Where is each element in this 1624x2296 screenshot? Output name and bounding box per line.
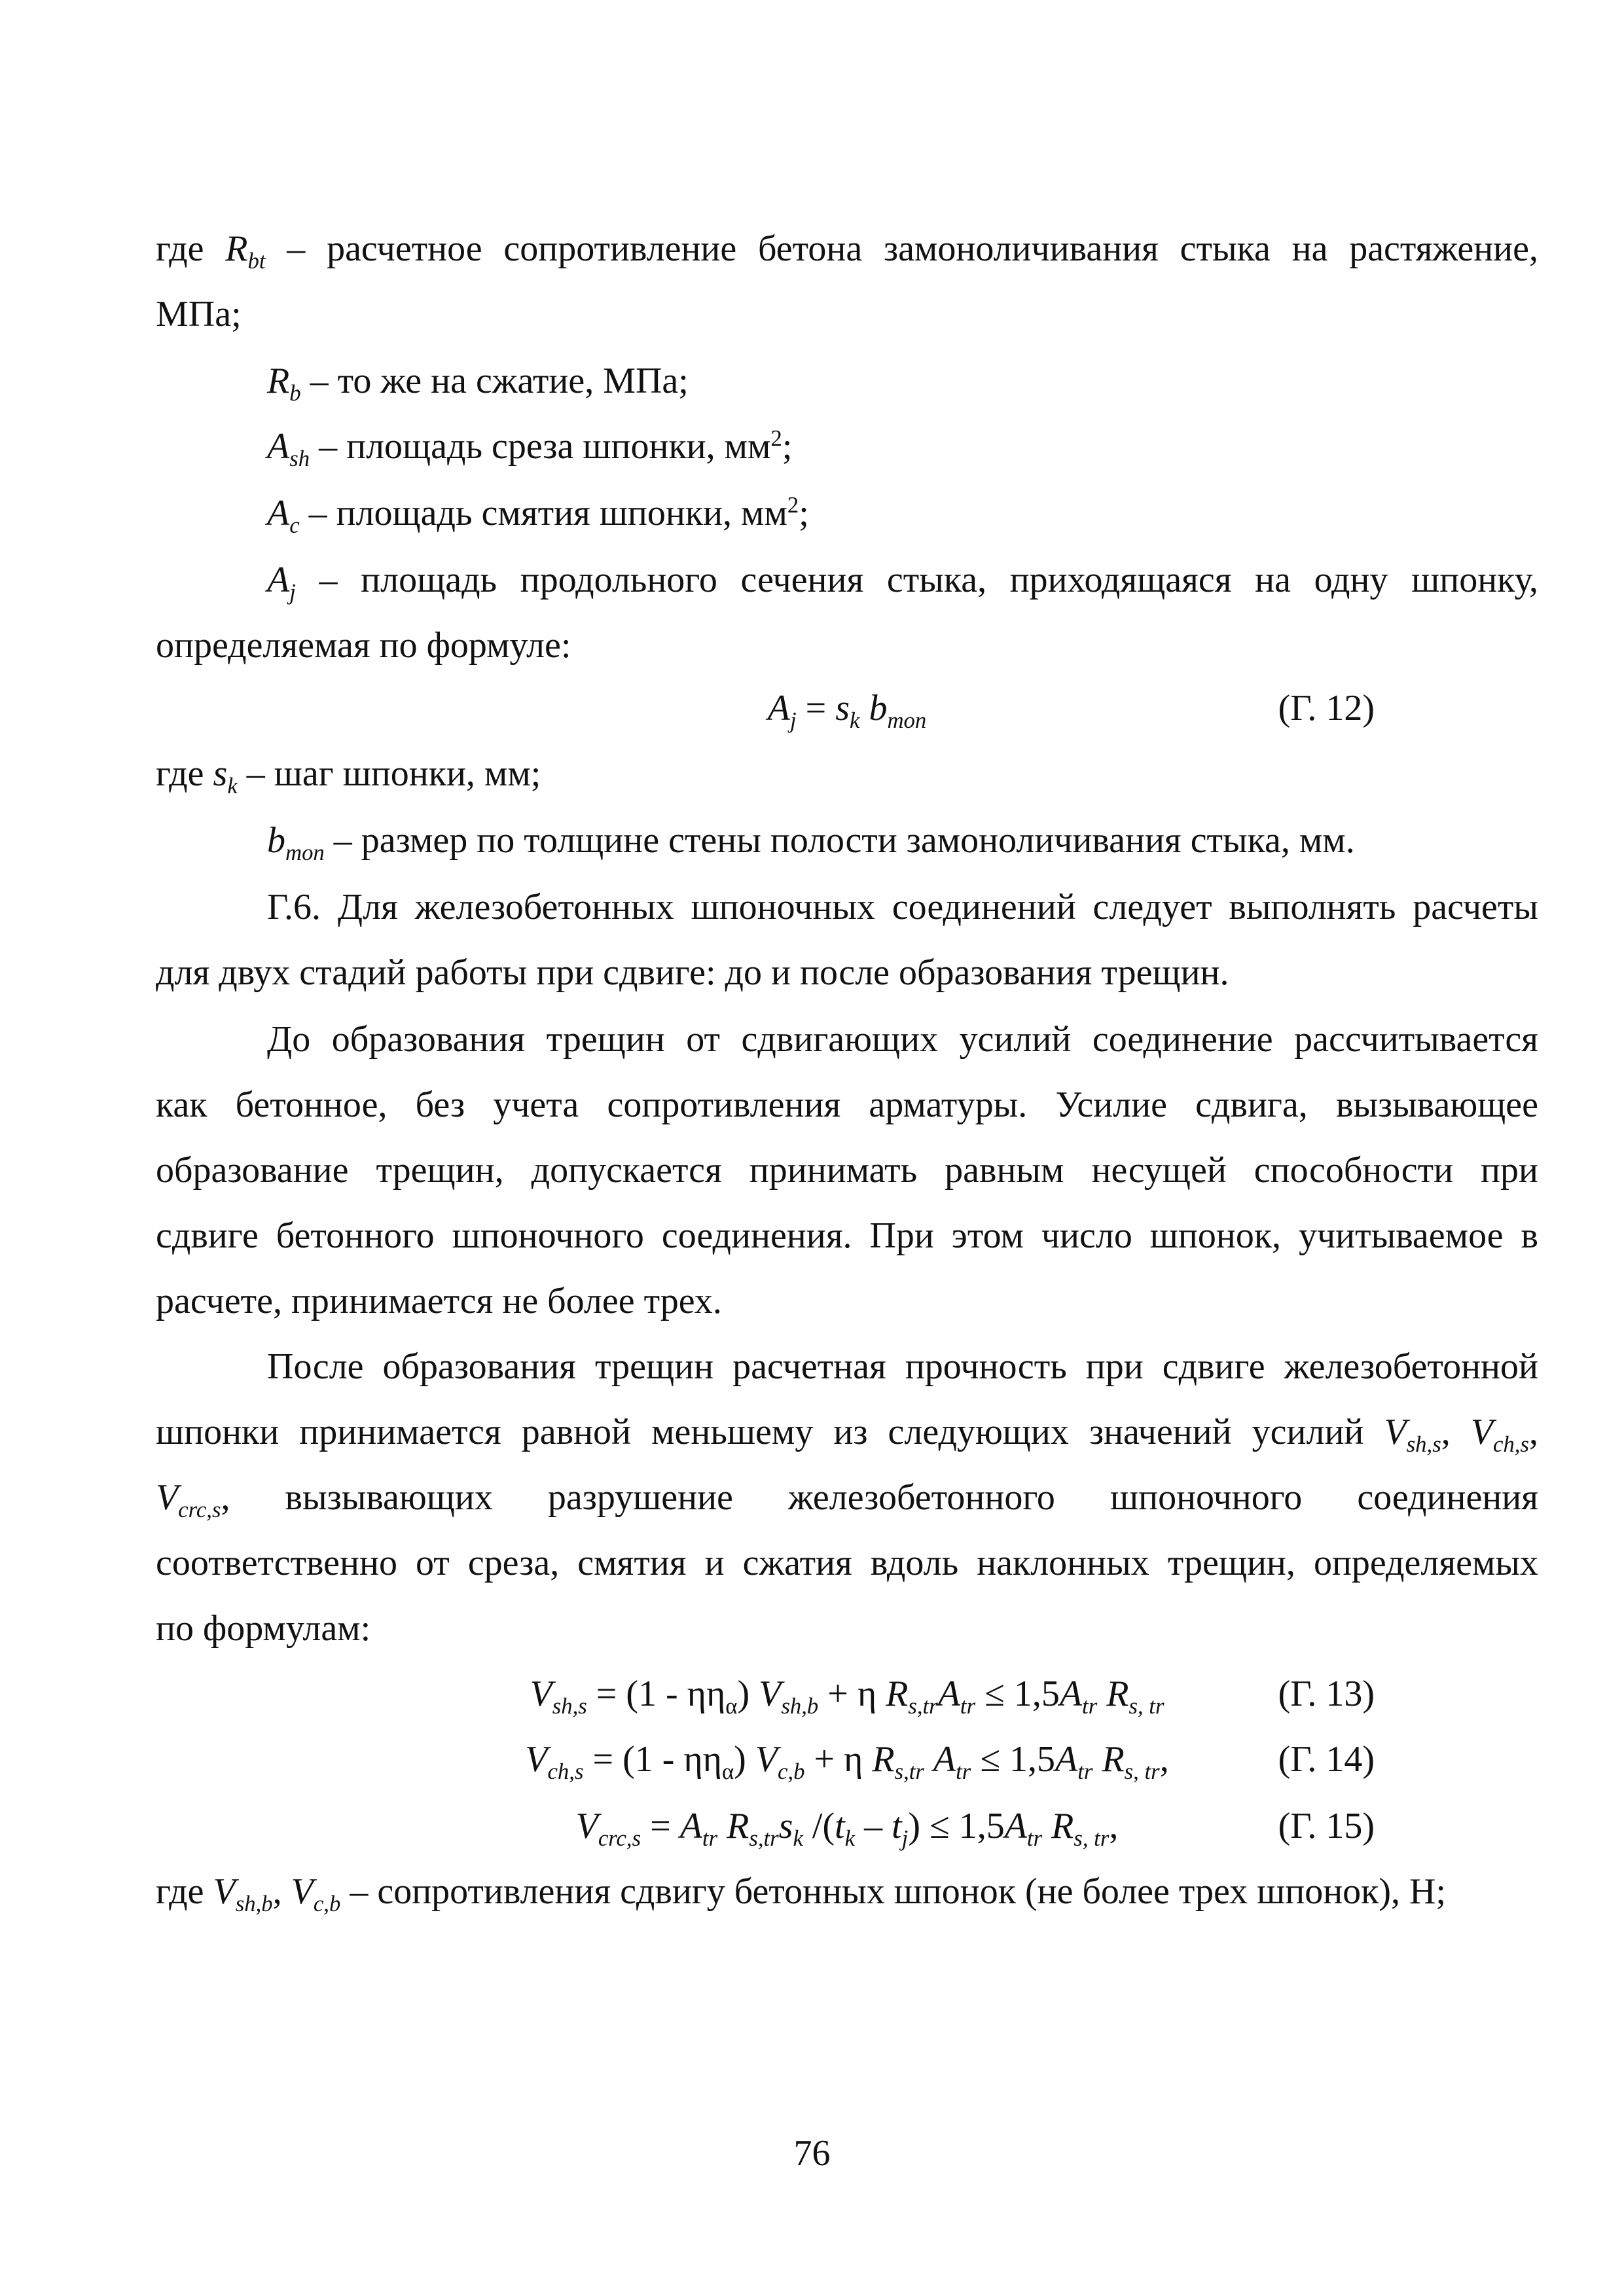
formula-expression: $A_j = s_k$ $b_{mon}$ bbox=[767, 688, 927, 734]
definition-rb: $R_b$ – то же на сжатие, МПа; bbox=[267, 361, 689, 406]
formula-g13 bbox=[156, 1661, 1538, 1727]
text-line: определяемая по формуле: bbox=[156, 625, 571, 666]
formula-number: (Г. 13) bbox=[1278, 1674, 1375, 1714]
formula-number: (Г. 15) bbox=[1278, 1806, 1375, 1846]
definition-ash: $A_{sh}$ – площадь среза шпонки, $мм^2$; bbox=[267, 425, 793, 472]
definition-sk: где $s_k$ – шаг шпонки, мм; bbox=[156, 753, 541, 799]
paragraph-line: После образования трещин расчетная прочность при сдвиге железобетонной bbox=[267, 1346, 1538, 1387]
formula-g15 bbox=[156, 1793, 1538, 1859]
text-line: МПа; bbox=[156, 294, 242, 334]
paragraph-line: До образования трещин от сдвигающих усилий соединение рассчитывается bbox=[267, 1019, 1538, 1060]
paragraph-line: по формулам: bbox=[156, 1608, 371, 1649]
paragraph-line: сдвиге бетонного шпоночного соединения. При этом число шпонок, учитываемое в bbox=[156, 1215, 1538, 1256]
formula-g12 bbox=[156, 675, 1538, 741]
formula-number: (Г. 14) bbox=[1278, 1739, 1375, 1780]
formula-number: (Г. 12) bbox=[1278, 688, 1375, 728]
definition-ac: $A_c$ – площадь смятия шпонки, $мм^2$; bbox=[267, 492, 809, 539]
definition-bmon: $b_{mon}$ – размер по толщине стены полости замоноличивания стыка, мм. bbox=[267, 820, 1355, 866]
formula-g14 bbox=[156, 1727, 1538, 1792]
formula-expression: $V_{crc,s} = A_{tr}$ $R_{s,tr}s_k$ $/(t_k - t_j) \le 1,5A_{tr}$ $R_{s, tr}$, bbox=[575, 1806, 1119, 1852]
formula-expression: $V_{ch,s} = (1 - \eta\eta_\alpha) V_{c,b} + \eta$ $R_{s,tr}$ $A_{tr} \le 1,5A_{tr}$ $R_{s, tr}$, bbox=[525, 1739, 1169, 1785]
paragraph-line: шпонки принимается равной меньшему из следующих значений усилий $V_{sh,s}$, $V_{ch,s}$, bbox=[156, 1412, 1538, 1458]
paragraph-line: как бетонное, без учета сопротивления арматуры. Усилие сдвига, вызывающее bbox=[156, 1085, 1538, 1125]
definition-aj: $A_j$ – площадь продольного сечения стыка, приходящаяся на одну шпонку, bbox=[267, 560, 1538, 605]
paragraph-g6-line: для двух стадий работы при сдвиге: до и после образования трещин. bbox=[156, 952, 1229, 993]
formula-expression: $V_{sh,s} = (1 - \eta\eta_\alpha) V_{sh,b} + \eta$ $R_{s,tr}A_{tr} \le 1,5A_{tr}$ $R_{s, tr}$ bbox=[530, 1674, 1164, 1719]
definition-vshb-vcb: где $V_{sh,b}$, $V_{c,b}$ – сопротивления сдвигу бетонных шпонок (не более трех шпонок), Н; bbox=[156, 1871, 1447, 1917]
paragraph-line: образование трещин, допускается принимать равным несущей способности при bbox=[156, 1150, 1538, 1191]
text-line: где $R_{bt}$ – расчетное сопротивление бетона замоноличивания стыка на растяжение, bbox=[156, 228, 1538, 274]
page-number: 76 bbox=[793, 2133, 831, 2174]
paragraph-line: соответственно от среза, смятия и сжатия вдоль наклонных трещин, определяемых bbox=[156, 1543, 1538, 1583]
paragraph-line: расчете, принимается не более трех. bbox=[156, 1281, 722, 1321]
paragraph-g6-line: Г.6. Для железобетонных шпоночных соединений следует выполнять расчеты bbox=[267, 887, 1538, 927]
paragraph-line: $V_{crc,s}$, вызывающих разрушение железобетонного шпоночного соединения bbox=[156, 1477, 1538, 1523]
